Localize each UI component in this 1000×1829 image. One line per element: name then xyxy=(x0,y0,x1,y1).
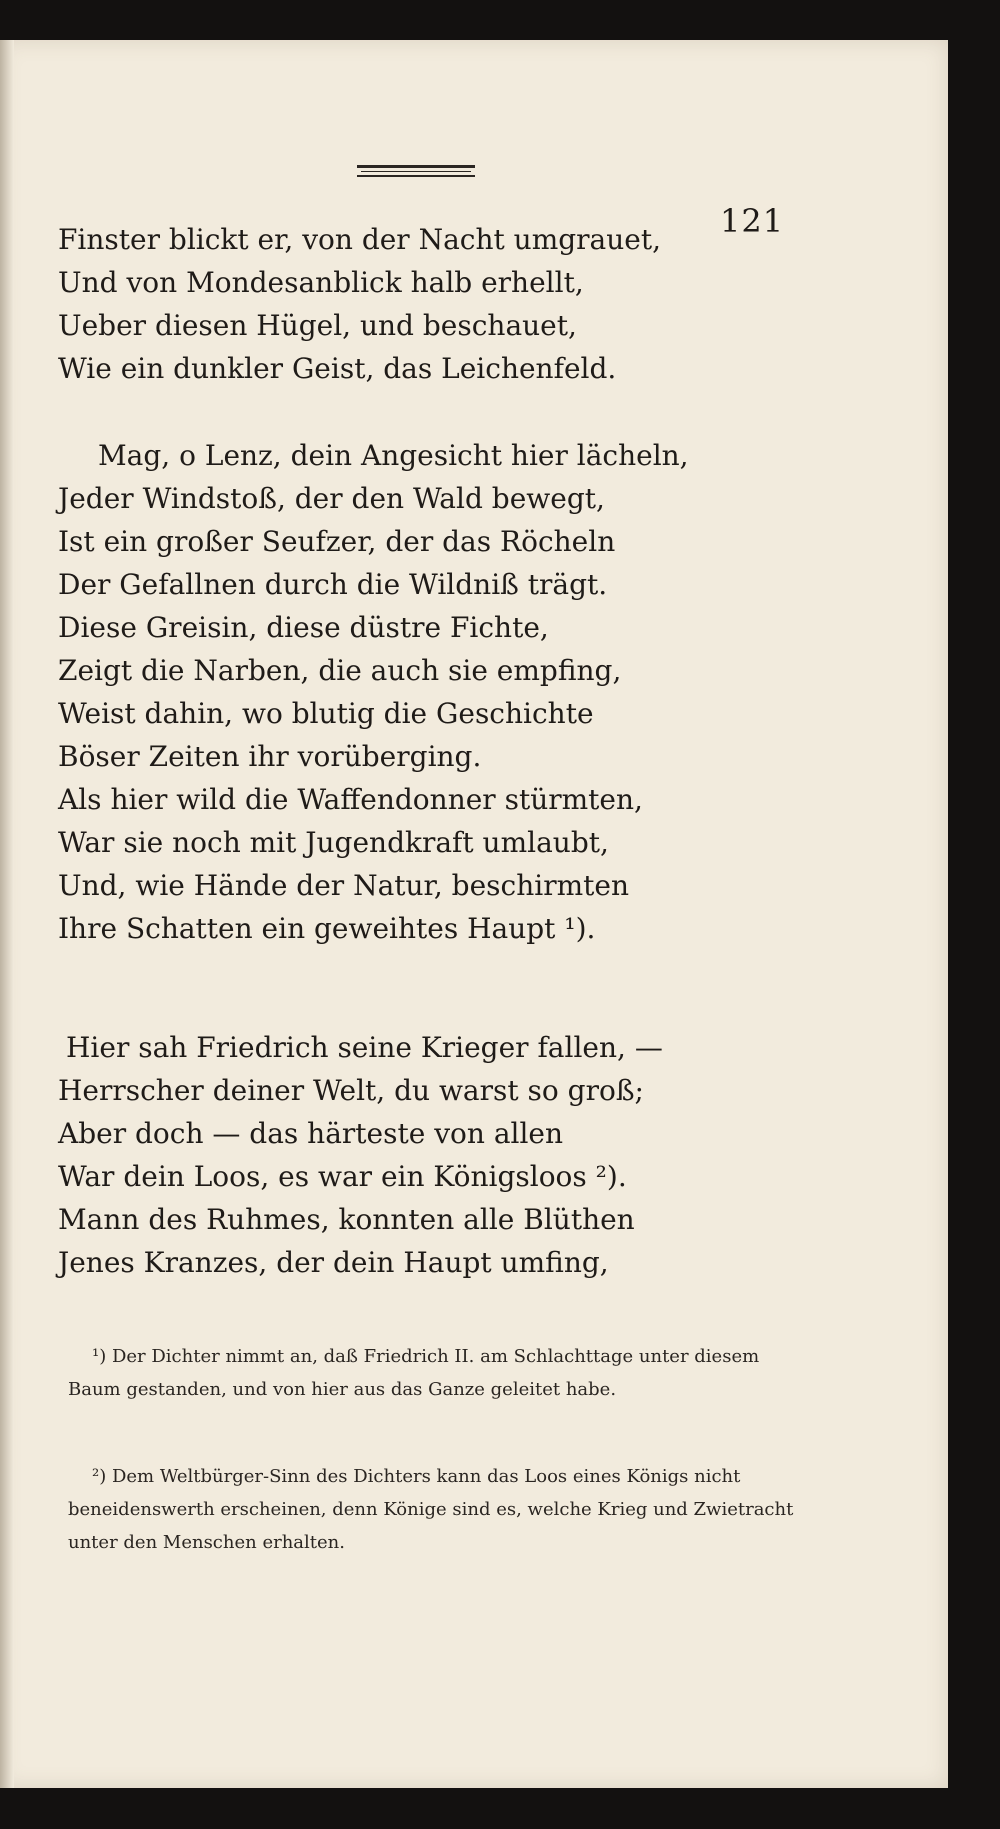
verse-line: Herrscher deiner Welt, du warst so groß; xyxy=(58,1074,644,1107)
stanza-3 xyxy=(58,1026,663,1284)
verse-line: Ueber diesen Hügel, und beschauet, xyxy=(58,309,577,342)
verse-line: Wie ein dunkler Geist, das Leichenfeld. xyxy=(58,352,617,385)
page-gutter-shadow xyxy=(0,40,14,1788)
verse-line: Jeder Windstoß, der den Wald bewegt, xyxy=(58,482,605,515)
verse-line: Ist ein großer Seufzer, der das Röcheln xyxy=(58,525,616,558)
page-number: 121 xyxy=(720,202,785,240)
verse-line: Ihre Schatten ein geweihtes Haupt ¹). xyxy=(58,912,596,945)
verse-line: Zeigt die Narben, die auch sie empfing, xyxy=(58,654,622,687)
footnote-1: ¹) Der Dichter nimmt an, daß Friedrich II. am Schlachttage unter diesem Baum gestanden, und von hier aus das Ganze geleitet habe. xyxy=(68,1346,760,1400)
verse-line: Und, wie Hände der Natur, beschirmten xyxy=(58,869,629,902)
verse-line: War dein Loos, es war ein Königsloos ²). xyxy=(58,1160,627,1193)
verse-line: Mag, o Lenz, dein Angesicht hier lächeln, xyxy=(98,439,689,472)
verse-line: Als hier wild die Waffendonner stürmten, xyxy=(58,783,643,816)
stanza-1 xyxy=(58,218,661,390)
verse-line: Böser Zeiten ihr vorüberging. xyxy=(58,740,482,773)
verse-line: War sie noch mit Jugendkraft umlaubt, xyxy=(58,826,609,859)
verse-line: Finster blickt er, von der Nacht umgrauet, xyxy=(58,223,661,256)
footnote-2: ²) Dem Weltbürger-Sinn des Dichters kann das Loos eines Königs nicht beneidenswerth erscheinen, denn Könige sind es, welche Krieg und Zwietracht unter den Menschen erhalten. xyxy=(68,1466,794,1553)
stanza-2 xyxy=(58,434,689,950)
book-page xyxy=(0,40,948,1788)
verse-line: Mann des Ruhmes, konnten alle Blüthen xyxy=(58,1203,635,1236)
verse-line: Weist dahin, wo blutig die Geschichte xyxy=(58,697,594,730)
verse-line: Aber doch — das härteste von allen xyxy=(58,1117,564,1150)
verse-line: Und von Mondesanblick halb erhellt, xyxy=(58,266,584,299)
verse-line: Diese Greisin, diese düstre Fichte, xyxy=(58,611,549,644)
verse-line: Jenes Kranzes, der dein Haupt umfing, xyxy=(58,1246,609,1279)
verse-line: Der Gefallnen durch die Wildniß trägt. xyxy=(58,568,608,601)
verse-line: Hier sah Friedrich seine Krieger fallen, — xyxy=(66,1031,663,1064)
header-ornament-rule xyxy=(357,165,475,179)
